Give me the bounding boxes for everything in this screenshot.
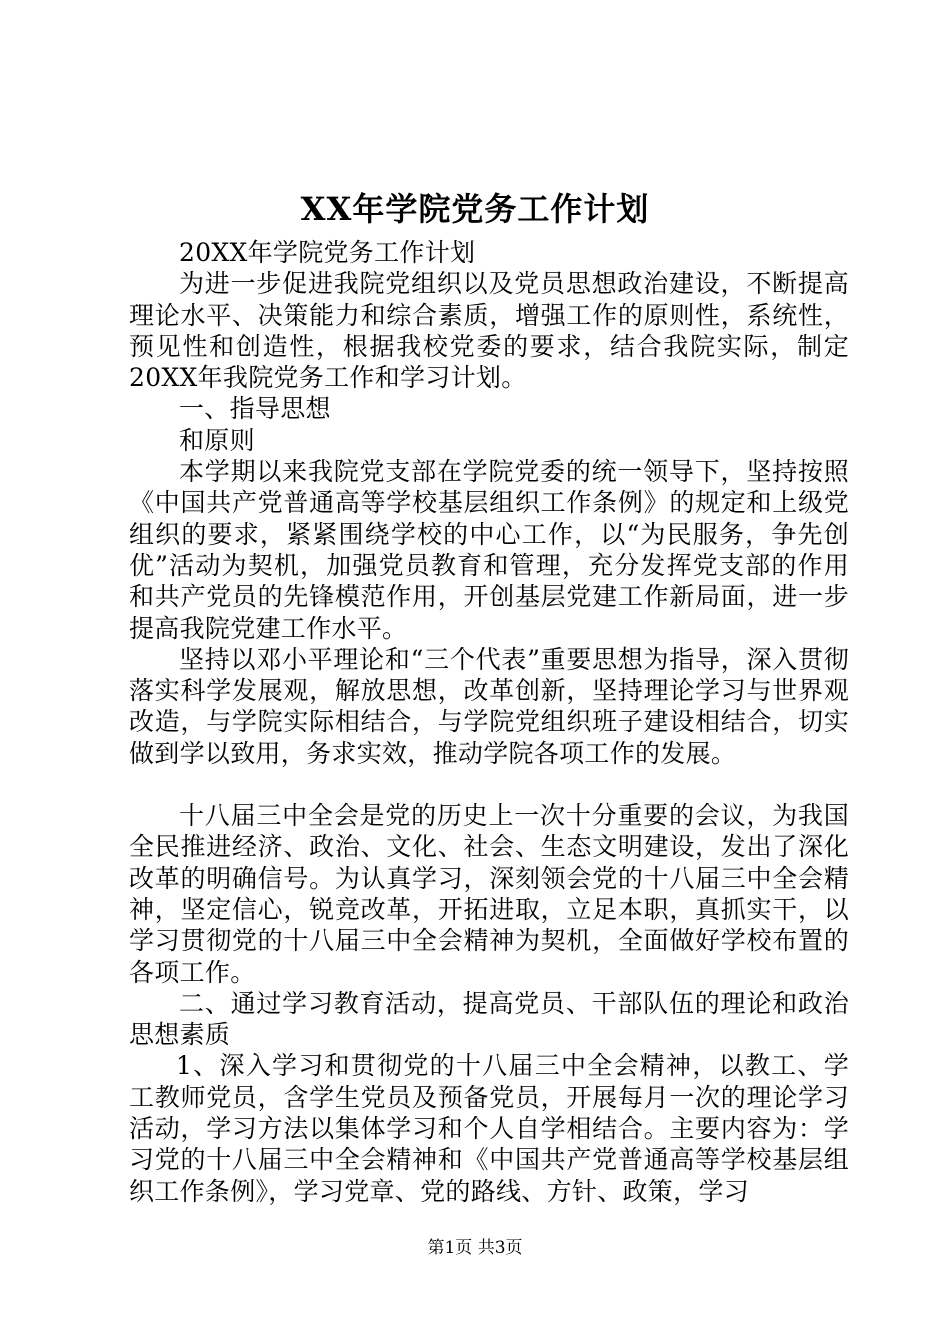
paragraph-party-branch: 本学期以来我院党支部在学院党委的统一领导下，坚持按照《中国共产党普通高等学校基层组织工作条例》的规定和上级党组织的要求，紧紧围绕学校的中心工作，以“为民服务，争先创优”活动为契机，加强党员教育和管理，充分发挥党支部的作用和共产党员的先锋模范作用，开创基层党建工作新局面，进一步提高我院党建工作水平。 <box>129 457 849 643</box>
paragraph-subtitle: 20XX年学院党务工作计划 <box>179 238 476 267</box>
paragraph-intro: 为进一步促进我院党组织以及党员思想政治建设，不断提高理论水平、决策能力和综合素质，增强工作的原则性，系统性，预见性和创造性，根据我校党委的要求，结合我院实际，制定20XX年我院党务工作和学习计划。 <box>129 269 849 393</box>
document-body <box>129 237 849 1207</box>
paragraph-item-1: 1、深入学习和贯彻党的十八届三中全会精神，以教工、学工教师党员，含学生党员及预备党员，开展每月一次的理论学习活动，学习方法以集体学习和个人自学相结合。主要内容为：学习党的十八届三中全会精神和《中国共产党普通高等学校基层组织工作条例》，学习党章、党的路线、方针、政策，学习 <box>129 1051 849 1206</box>
paragraph-spacer <box>129 769 849 800</box>
document-title: XX年学院党务工作计划 <box>300 190 650 228</box>
paragraph-theory-guidance: 坚持以邓小平理论和“三个代表”重要思想为指导，深入贯彻落实科学发展观，解放思想，改革创新，坚持理论学习与世界观改造，与学院实际相结合，与学院党组织班子建设相结合，切实做到学以致用，务求实效，推动学院各项工作的发展。 <box>129 644 849 768</box>
section-heading-study-education: 二、通过学习教育活动，提高党员、干部队伍的理论和政治思想素质 <box>129 988 849 1050</box>
paragraph-third-plenum: 十八届三中全会是党的历史上一次十分重要的会议，为我国全民推进经济、政治、文化、社会、生态文明建设，发出了深化改革的明确信号。为认真学习，深刻领会党的十八届三中全会精神，坚定信心，锐竞改革，开拓进取，立足本职，真抓实干，以学习贯彻党的十八届三中全会精神为契机，全面做好学校布置的各项工作。 <box>129 801 849 987</box>
section-heading-guiding-ideology: 一、指导思想 <box>179 394 331 424</box>
section-heading-principles: 和原则 <box>179 425 255 455</box>
page-footer: 第1页 共3页 <box>427 1238 523 1258</box>
